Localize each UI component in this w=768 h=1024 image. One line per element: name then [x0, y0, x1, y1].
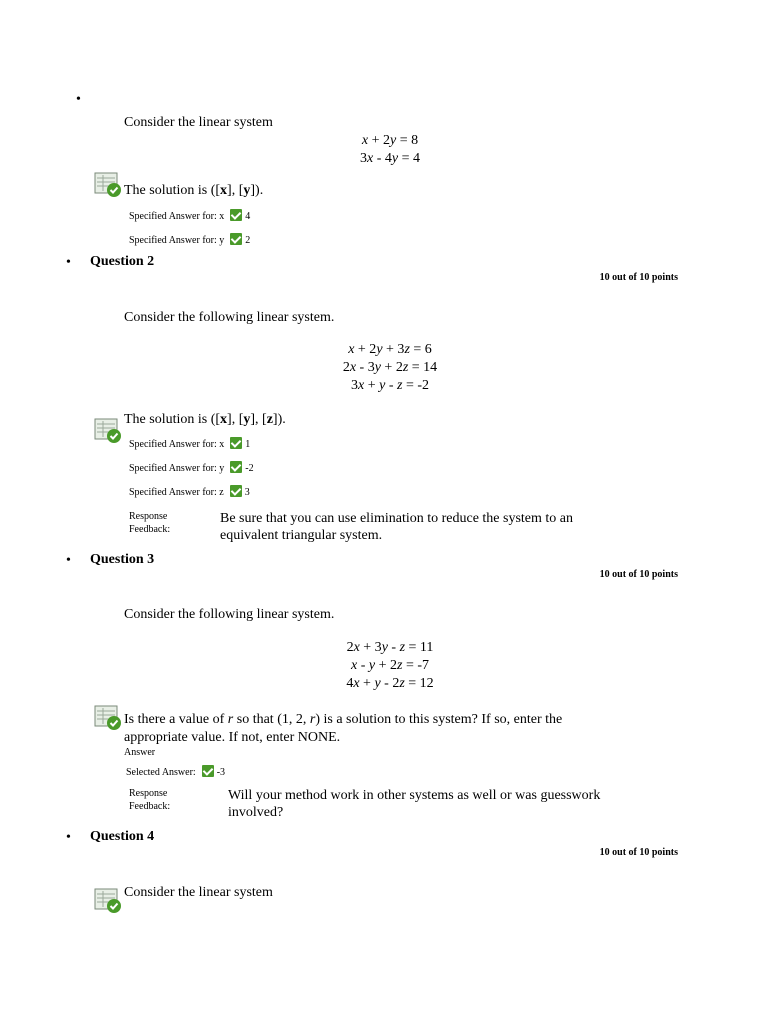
q3-prompt: Is there a value of r so that (1, 2, r) is a solution to this system? If so, enter the appropriate value. If not, enter NONE. — [124, 712, 563, 745]
q1-equation-1: x + 2y = 8 — [361, 133, 419, 148]
q2-equation-3: 3x + y - z = -2 — [350, 378, 430, 393]
q2-feedback-label: Response Feedback: — [129, 511, 171, 535]
question-4-title: Question 4 — [90, 829, 155, 844]
q1-equations — [250, 132, 530, 168]
q3-selected-answer: Selected Answer: -3 — [126, 767, 226, 778]
list-bullet: • — [66, 830, 71, 845]
q3-equation-1: 2x + 3y - z = 11 — [346, 640, 434, 655]
quiz-sheet-check-icon — [94, 705, 122, 731]
question-2-title: Question 2 — [90, 254, 155, 269]
quiz-sheet-check-icon — [94, 418, 122, 444]
green-check-icon — [230, 461, 242, 473]
list-bullet: • — [66, 255, 71, 270]
quiz-sheet-check-icon — [94, 172, 122, 198]
q3-intro: Consider the following linear system. — [124, 607, 335, 622]
q2-equations — [250, 341, 530, 395]
q2-prompt: The solution is ([x], [y], [z]). — [124, 412, 286, 427]
q3-equation-2: x - y + 2z = -7 — [350, 658, 430, 673]
q2-answer-x: Specified Answer for: x 1 — [129, 439, 251, 450]
q1-answer-y: Specified Answer for: y 2 — [129, 235, 251, 246]
green-check-icon — [230, 209, 242, 221]
question-2-points: 10 out of 10 points — [599, 272, 678, 283]
q2-answer-z: Specified Answer for: z 3 — [129, 487, 250, 498]
quiz-sheet-check-icon — [94, 888, 122, 914]
green-check-icon — [202, 765, 214, 777]
q3-feedback-text: Will your method work in other systems as well or was guesswork involved? — [228, 788, 601, 820]
q1-intro: Consider the linear system — [124, 115, 273, 130]
green-check-icon — [230, 437, 242, 449]
q2-intro: Consider the following linear system. — [124, 310, 335, 325]
list-bullet: • — [76, 92, 81, 107]
q3-equation-3: 4x + y - 2z = 12 — [346, 676, 434, 691]
q1-prompt: The solution is ([x], [y]). — [124, 183, 264, 198]
green-check-icon — [230, 233, 242, 245]
q3-feedback-label: Response Feedback: — [129, 788, 171, 812]
q4-intro: Consider the linear system — [124, 885, 273, 900]
q2-equation-2: 2x - 3y + 2z = 14 — [342, 360, 438, 375]
q3-answer-heading: Answer — [124, 747, 156, 758]
q2-feedback-text: Be sure that you can use elimination to reduce the system to an equivalent triangular system. — [220, 511, 574, 543]
question-3-title: Question 3 — [90, 552, 155, 567]
list-bullet: • — [66, 553, 71, 568]
q1-answer-x: Specified Answer for: x 4 — [129, 211, 251, 222]
q2-answer-y: Specified Answer for: y -2 — [129, 463, 254, 474]
q3-equations — [250, 639, 530, 693]
question-3-points: 10 out of 10 points — [599, 569, 678, 580]
green-check-icon — [230, 485, 242, 497]
q1-equation-2: 3x - 4y = 4 — [359, 151, 420, 166]
question-4-points: 10 out of 10 points — [599, 847, 678, 858]
q2-equation-1: x + 2y + 3z = 6 — [348, 342, 432, 357]
